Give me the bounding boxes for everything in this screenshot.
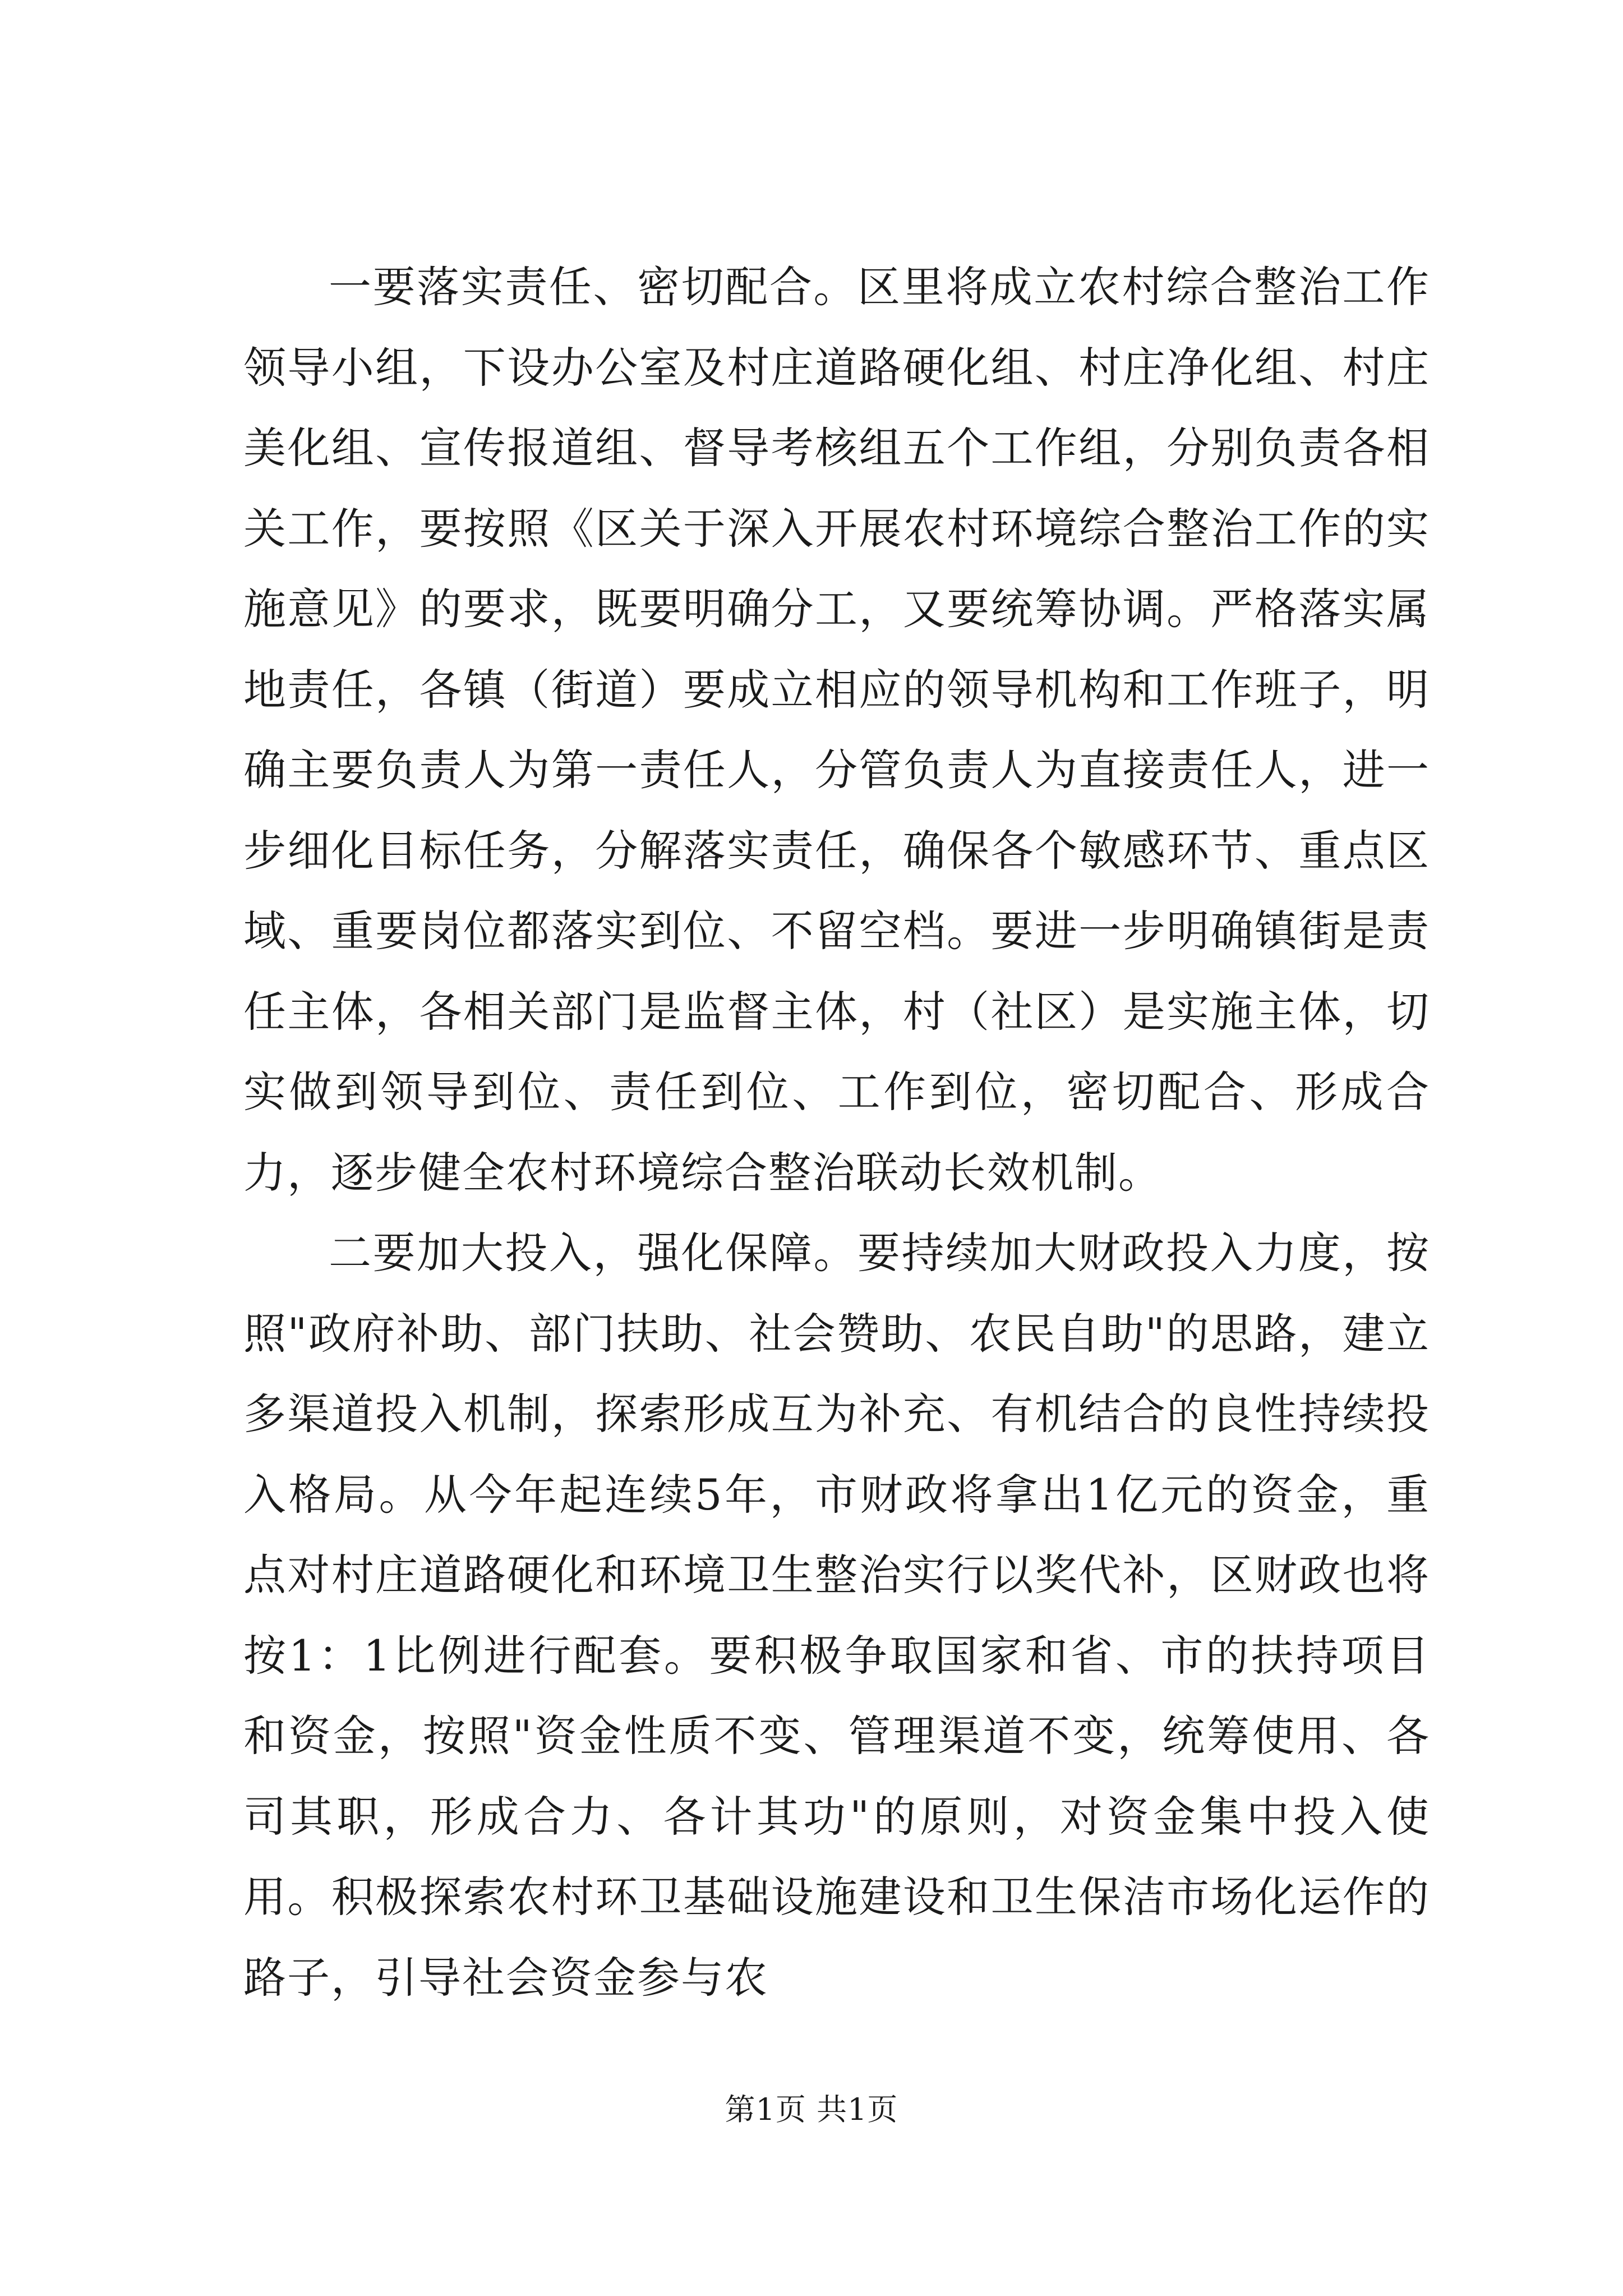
document-body [243, 247, 1430, 2018]
page-footer: 第1页 共1页 [725, 2092, 898, 2127]
paragraph-2: 二要加大投入，强化保障。要持续加大财政投入力度，按照"政府补助、部门扶助、社会赞助、农民自助"的思路，建立多渠道投入机制，探索形成互为补充、有机结合的良性持续投入格局。从今年起连续5年，市财政将拿出1亿元的资金，重点对村庄道路硬化和环境卫生整治实行以奖代补，区财政也将按1：1比例进行配套。要积极争取国家和省、市的扶持项目和资金，按照"资金性质不变、管理渠道不变，统筹使用、各司其职，形成合力、各计其功"的原则，对资金集中投入使用。积极探索农村环卫基础设施建设和卫生保洁市场化运作的路子，引导社会资金参与农 [243, 1228, 1430, 2003]
paragraph-1: 一要落实责任、密切配合。区里将成立农村综合整治工作领导小组，下设办公室及村庄道路硬化组、村庄净化组、村庄美化组、宣传报道组、督导考核组五个工作组，分别负责各相关工作，要按照《区关于深入开展农村环境综合整治工作的实施意见》的要求，既要明确分工，又要统筹协调。严格落实属地责任，各镇（街道）要成立相应的领导机构和工作班子，明确主要负责人为第一责任人，分管负责人为直接责任人，进一步细化目标任务，分解落实责任，确保各个敏感环节、重点区域、重要岗位都落实到位、不留空档。要进一步明确镇街是责任主体，各相关部门是监督主体，村（社区）是实施主体，切实做到领导到位、责任到位、工作到位，密切配合、形成合力，逐步健全农村环境综合整治联动长效机制。 [243, 262, 1430, 1198]
